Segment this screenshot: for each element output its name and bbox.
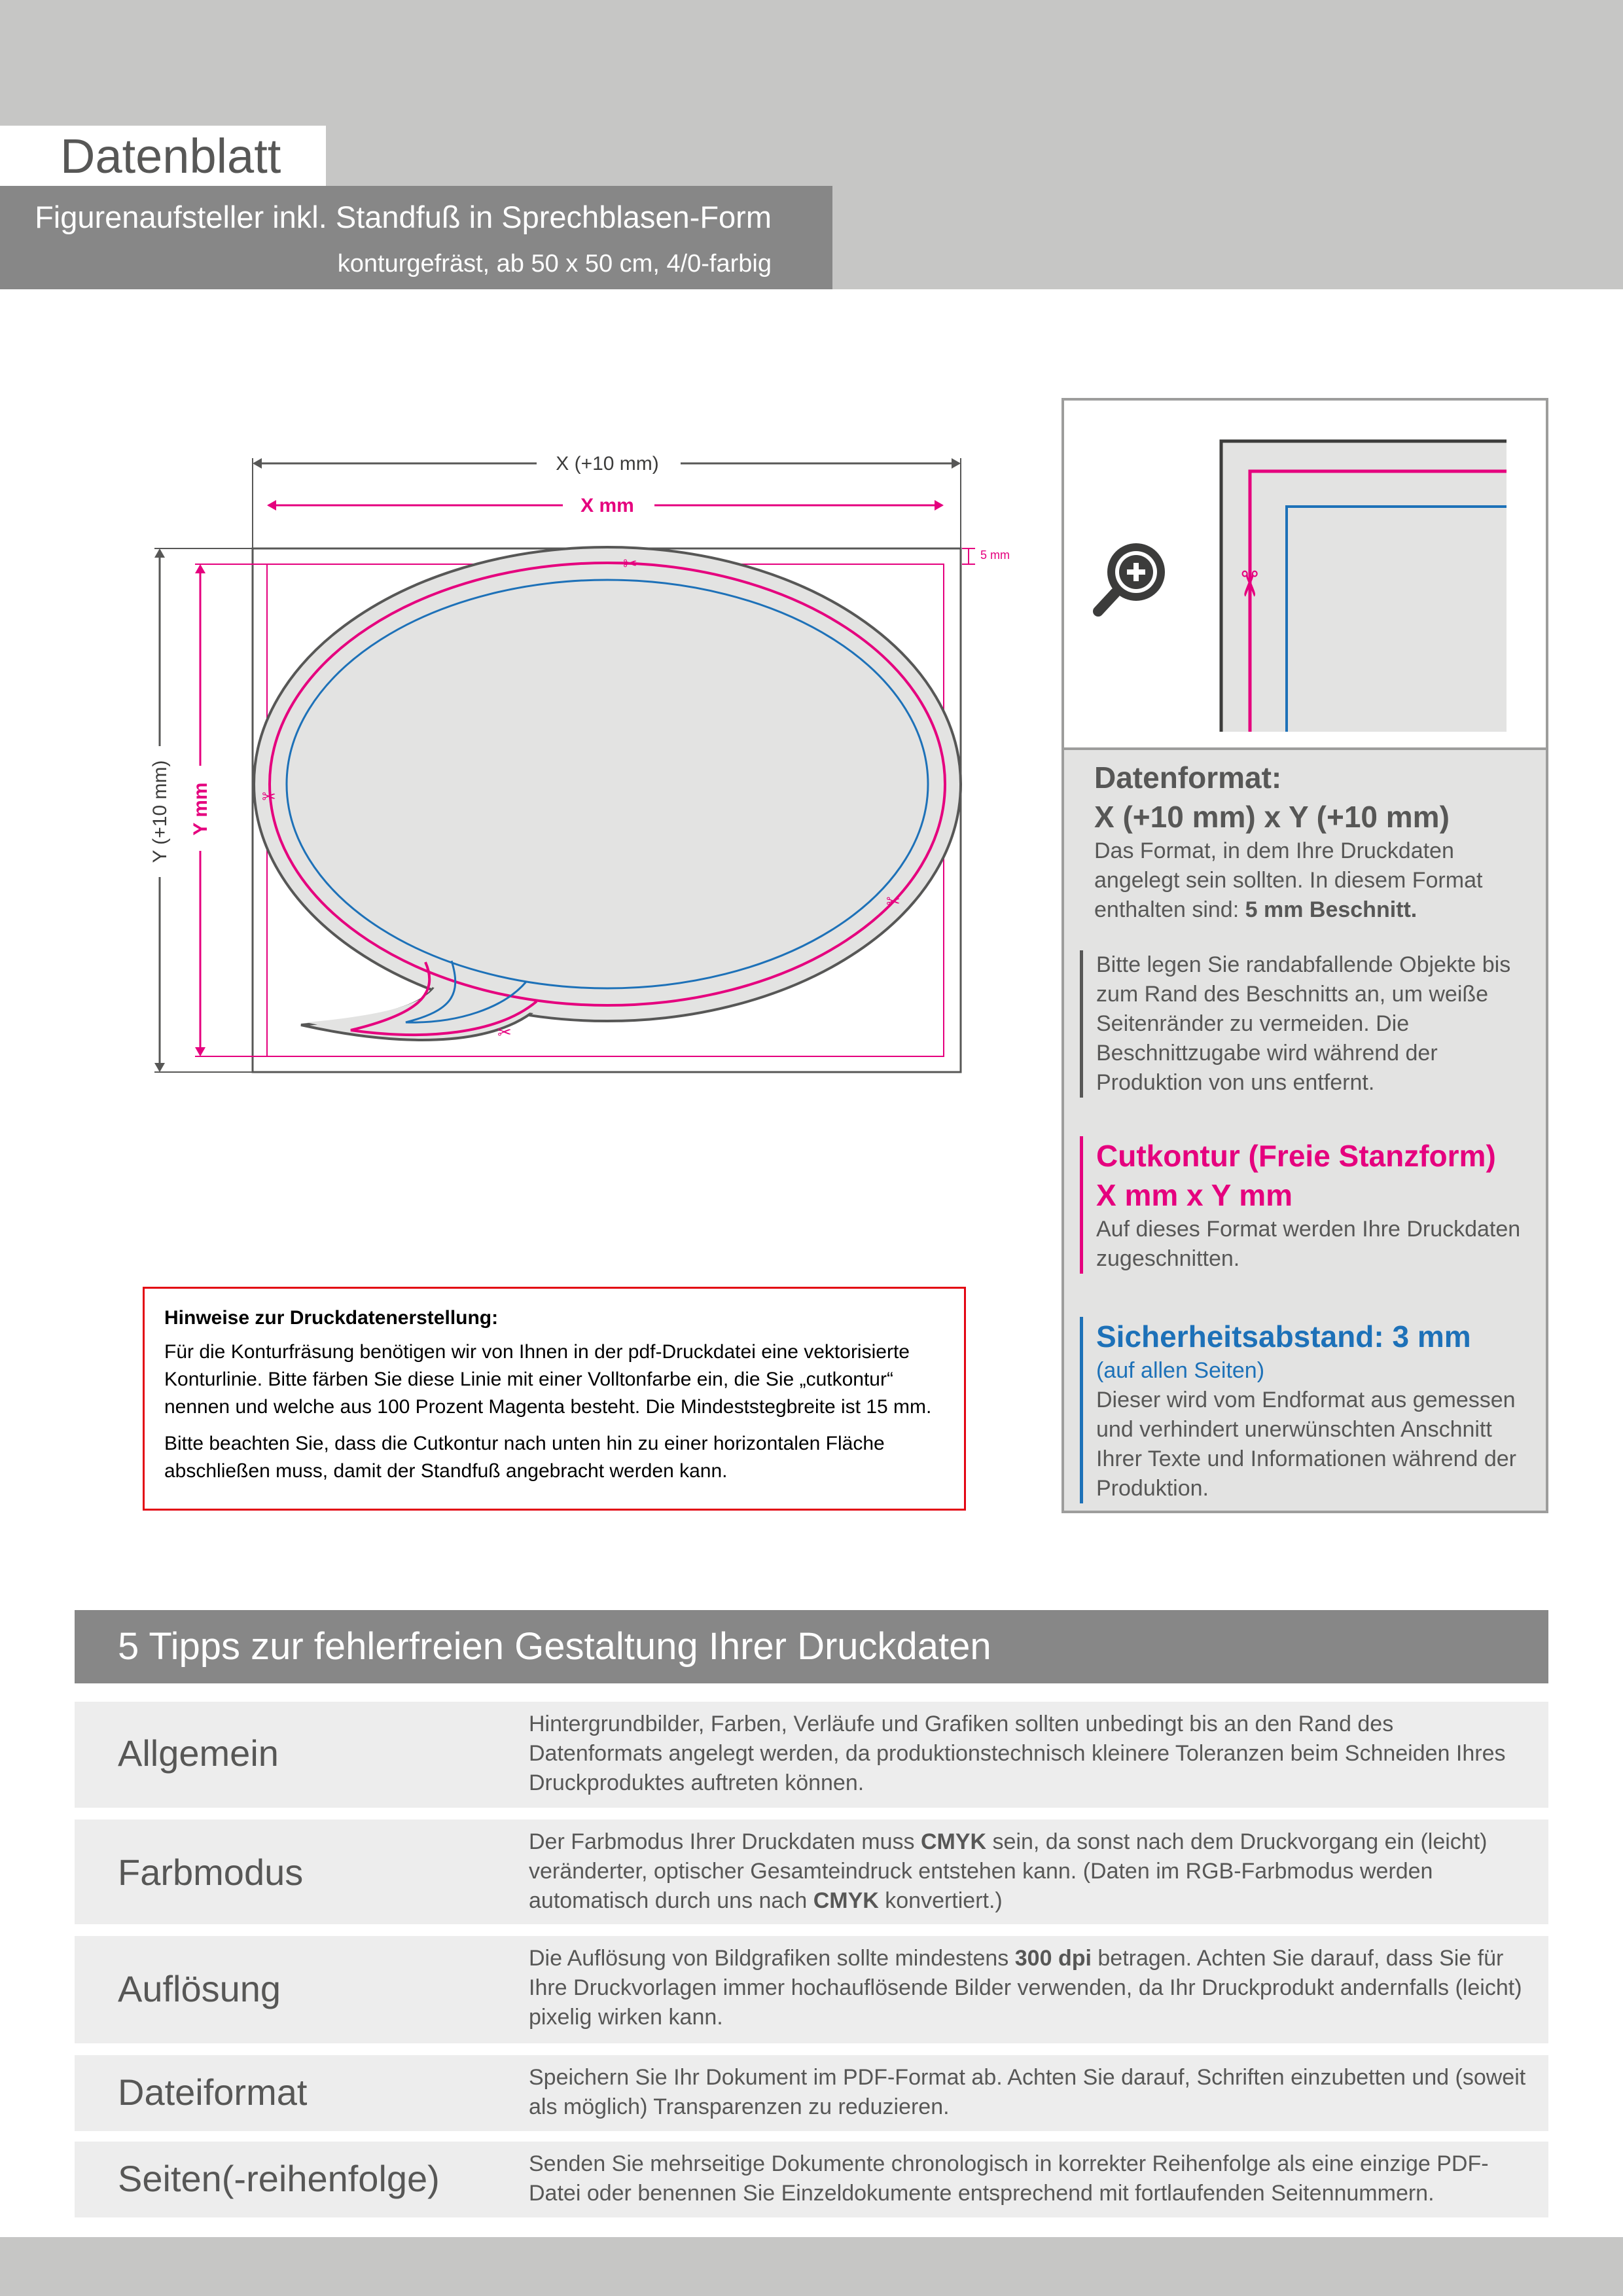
tip-row-seiten — [75, 2142, 1548, 2217]
tip-text: Die Auflösung von Bildgrafiken sollte mindestens 300 dpi betragen. Achten Sie darauf, dass Sie für Ihre Druckvorlagen immer hochauflösende Bilder verwenden, da Ihr Druckprodukt andernfalls (leicht) pixelig wirken kann. — [529, 1946, 1522, 2030]
section-bleed-note: Bitte legen Sie randabfallende Objekte bis zum Rand des Beschnitts an, um weiße Seitenränder zu vermeiden. Die Beschnittzugabe wird während der Produktion von uns entfernt. — [1080, 950, 1536, 1098]
safety-sub: (auf allen Seiten) — [1096, 1358, 1265, 1383]
datenformat-title: Datenformat: — [1094, 761, 1282, 795]
datenformat-size: X (+10 mm) x Y (+10 mm) — [1094, 800, 1450, 834]
tip-label: Allgemein — [118, 1732, 279, 1774]
tips-title: 5 Tipps zur fehlerfreien Gestaltung Ihrer Druckdaten — [118, 1625, 991, 1668]
tip-row-aufloesung — [75, 1936, 1548, 2043]
scissors-icon: ✂ — [623, 554, 637, 574]
title-box — [0, 126, 326, 186]
tip-label: Dateiformat — [118, 2072, 308, 2113]
hint-title: Hinweise zur Druckdatenerstellung: — [164, 1307, 499, 1329]
tip-label: Seiten(-reihenfolge) — [118, 2158, 440, 2199]
tip-row-dateiformat — [75, 2055, 1548, 2131]
scissors-icon: ✂ — [497, 1023, 512, 1043]
zoom-in-icon — [1098, 543, 1165, 611]
product-name: Figurenaufsteller inkl. Standfuß in Sprechblasen-Form — [35, 200, 772, 234]
corner-detail-illustration — [1064, 401, 1546, 747]
safety-title: Sicherheitsabstand: 3 mm — [1096, 1319, 1471, 1354]
speech-bubble-diagram — [131, 432, 1047, 1100]
tip-text: Senden Sie mehrseitige Dokumente chronologisch in korrekter Reihenfolge als eine einzige PDF-Datei oder benennen Sie Einzeldokumente entsprechend mit fortlaufenden Seitennummern. — [529, 2151, 1489, 2206]
hint-para-1: Für die Konturfräsung benötigen wir von Ihnen in der pdf-Druckdatei eine vektorisierte Konturlinie. Bitte färben Sie diese Linie mit einer Volltonfarbe ein, die Sie „cutkontur“ nennen und welche aus 100 Prozent Magenta besteht. Die Mindeststegbreite ist 15 mm. — [164, 1341, 932, 1418]
tip-text: Speichern Sie Ihr Dokument im PDF-Format ab. Achten Sie darauf, Schriften einzubetten und (soweit als möglich) Transparenzen zu reduzieren. — [529, 2065, 1526, 2119]
tip-row-allgemein — [75, 1702, 1548, 1808]
cut-title: Cutkontur (Freie Stanzform) — [1096, 1139, 1496, 1173]
scissors-icon: ✂ — [1228, 569, 1270, 599]
tips-header — [75, 1610, 1548, 1683]
section-cutkontur: Cutkontur (Freie Stanzform) X mm x Y mm Auf dieses Format werden Ihre Druckdaten zugeschnitten. — [1080, 1136, 1536, 1274]
cut-size: X mm x Y mm — [1096, 1178, 1293, 1212]
hint-box — [143, 1287, 966, 1511]
zoom-detail — [1064, 401, 1546, 750]
scissors-icon: ✂ — [262, 787, 276, 807]
dim-x-outer: X (+10 mm) — [556, 453, 659, 475]
subtitle-box — [0, 186, 832, 289]
dim-x-inner: X mm — [580, 495, 634, 516]
product-spec: konturgefräst, ab 50 x 50 cm, 4/0-farbig — [337, 250, 772, 278]
scissors-icon: ✂ — [886, 892, 901, 912]
tip-text: Hintergrundbilder, Farben, Verläufe und Grafiken sollten unbedingt bis an den Rand des Datenformats angelegt werden, da produktionstechnisch kleinere Toleranzen beim Schneiden Ihres Druckproduktes auftreten können. — [529, 1712, 1506, 1795]
page-title: Datenblatt — [60, 129, 281, 183]
datenformat-text: Das Format, in dem Ihre Druckdaten angelegt sein sollten. In diesem Format enthalten sind: 5 mm Beschnitt. — [1094, 838, 1483, 922]
section-datenformat — [1094, 758, 1539, 925]
footer-band — [0, 2237, 1623, 2296]
dim-y-inner: Y mm — [190, 782, 211, 836]
tip-text: Der Farbmodus Ihrer Druckdaten muss CMYK sein, da sonst nach dem Druckvorgang ein (leicht) veränderter, optischer Gesamteindruck entstehen kann. (Daten im RGB-Farbmodus werden automatisch durch uns nach CMYK konvertiert.) — [529, 1829, 1488, 1913]
tip-row-farbmodus — [75, 1820, 1548, 1924]
dim-y-outer: Y (+10 mm) — [149, 760, 171, 863]
hint-para-2: Bitte beachten Sie, dass die Cutkontur nach unten hin zu einer horizontalen Fläche abschließen muss, damit der Standfuß angebracht werden kann. — [164, 1433, 885, 1482]
side-panel — [1061, 398, 1548, 1513]
section-safety: Sicherheitsabstand: 3 mm (auf allen Seiten) Dieser wird vom Endformat aus gemessen und verhindert unerwünschten Anschnitt Ihrer Texte und Informationen während der Produktion. — [1080, 1317, 1536, 1503]
tip-label: Farbmodus — [118, 1852, 304, 1893]
tip-label: Auflösung — [118, 1968, 281, 2009]
bleed-label: 5 mm — [980, 548, 1010, 562]
bubble-shape — [254, 547, 961, 1040]
